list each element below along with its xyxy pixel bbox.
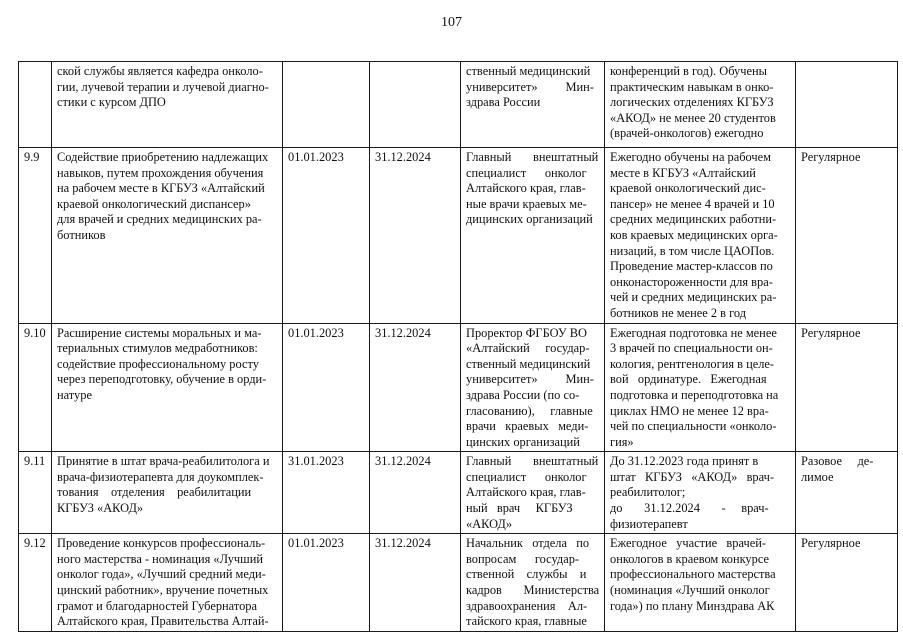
table-row xyxy=(19,62,898,148)
result-indicator-cell: До 31.12.2023 года принят в штат КГБУЗ «АКОД» врач- реабилитолог; до 31.12.2024 - врач- физиотерапевт xyxy=(605,452,796,534)
responsible-cell: ственный медицинский университет» Мин- здрава России xyxy=(461,62,605,148)
start-date-cell: 01.01.2023 xyxy=(283,148,370,324)
row-number-cell xyxy=(19,62,52,148)
responsible-cell: Проректор ФГБОУ ВО «Алтайский государ- ственный медицинский университет» Мин- здрава России (по со- гласованию), главные врачи краевых меди- цинских организаций xyxy=(461,323,605,452)
event-type-cell: Разовое де- лимое xyxy=(796,452,898,534)
table-row xyxy=(19,323,898,452)
start-date-cell: 01.01.2023 xyxy=(283,534,370,632)
result-indicator-cell: Ежегодно обучены на рабочем месте в КГБУЗ «Алтайский краевой онкологический дис- пансер» не менее 4 врачей и 10 средних медицинских работни- ков краевых медицинских орга- низаций, в том числе ЦАОПов. Проведение мастер-классов по онконастороженности для вра- чей и средних медицинских ра- ботников не менее 2 в год xyxy=(605,148,796,324)
result-indicator-cell: Ежегодное участие врачей- онкологов в краевом конкурсе профессионального мастерства (номинация «Лучший онколог года») по плану Минздрава АК xyxy=(605,534,796,632)
responsible-cell: Начальник отдела по вопросам государ- ственной службы и кадров Министерства здравоохранения Ал- тайского края, главные xyxy=(461,534,605,632)
responsible-cell: Главный внештатный специалист онколог Алтайского края, глав- ные врачи краевых ме- дицинских организаций xyxy=(461,148,605,324)
result-indicator-cell: Ежегодная подготовка не менее 3 врачей по специальности он- кология, рентгенология в целе- вой ординатуре. Ежегодная подготовка и переподготовка на циклах НМО не менее 12 вра- чей по специальности «онколо- гия» xyxy=(605,323,796,452)
measure-name-cell: ской службы является кафедра онколо- гии, лучевой терапии и лучевой диагно- стики с курсом ДПО xyxy=(52,62,283,148)
page-number: 107 xyxy=(441,15,462,30)
table-row xyxy=(19,534,898,632)
table-row xyxy=(19,452,898,534)
event-type-cell: Регулярное xyxy=(796,534,898,632)
end-date-cell: 31.12.2024 xyxy=(370,452,461,534)
end-date-cell: 31.12.2024 xyxy=(370,148,461,324)
measure-name-cell: Принятие в штат врача-реабилитолога и врача-физиотерапевта для доукомплек- тования отделения реабилитации КГБУЗ «АКОД» xyxy=(52,452,283,534)
measure-name-cell: Содействие приобретению надлежащих навыков, путем прохождения обучения на рабочем месте в КГБУЗ «Алтайский краевой онкологический диспансер» для врачей и средних медицинских ра- ботников xyxy=(52,148,283,324)
end-date-cell: 31.12.2024 xyxy=(370,534,461,632)
event-type-cell: Регулярное xyxy=(796,148,898,324)
responsible-cell: Главный внештатный специалист онколог Алтайского края, глав- ный врач КГБУЗ «АКОД» xyxy=(461,452,605,534)
start-date-cell xyxy=(283,62,370,148)
start-date-cell: 31.01.2023 xyxy=(283,452,370,534)
event-type-cell xyxy=(796,62,898,148)
measure-name-cell: Проведение конкурсов профессиональ- ного мастерства - номинация «Лучший онколог года», «Лучший средний меди- цинский работник», вручение почетных грамот и благодарностей Губернатора Алтайского края, Правительства Алтай- xyxy=(52,534,283,632)
row-number-cell: 9.12 xyxy=(19,534,52,632)
measure-name-cell: Расширение системы моральных и ма- териальных стимулов медработников: содействие профессиональному росту через переподготовку, обучение в орди- натуре xyxy=(52,323,283,452)
start-date-cell: 01.01.2023 xyxy=(283,323,370,452)
table-row xyxy=(19,148,898,324)
plan-table xyxy=(18,61,898,632)
row-number-cell: 9.11 xyxy=(19,452,52,534)
row-number-cell: 9.10 xyxy=(19,323,52,452)
result-indicator-cell: конференций в год). Обучены практическим навыкам в онко- логических отделениях КГБУЗ «АКОД» не менее 20 студентов (врачей-онкологов) ежегодно xyxy=(605,62,796,148)
row-number-cell: 9.9 xyxy=(19,148,52,324)
event-type-cell: Регулярное xyxy=(796,323,898,452)
end-date-cell xyxy=(370,62,461,148)
end-date-cell: 31.12.2024 xyxy=(370,323,461,452)
